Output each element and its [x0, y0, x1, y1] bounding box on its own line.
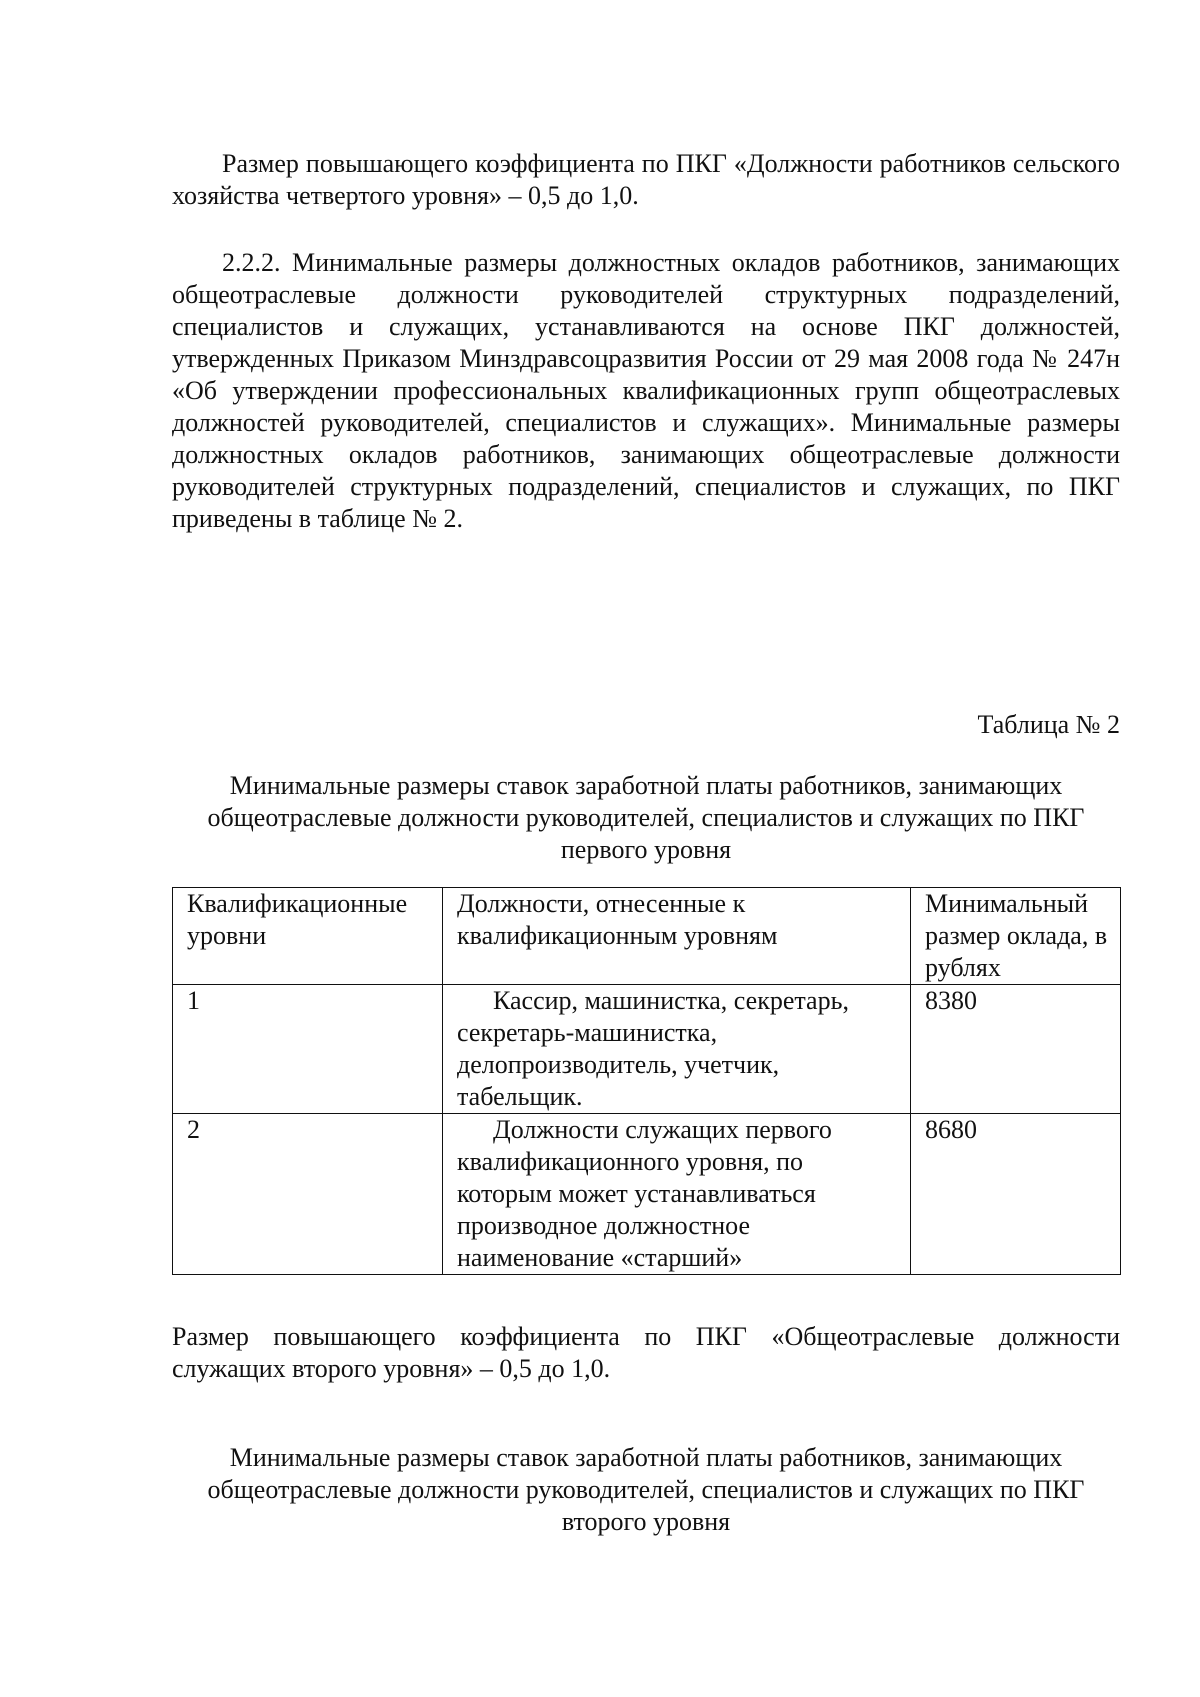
- salary-table: [172, 887, 1121, 1275]
- table-row: [173, 1114, 1121, 1275]
- coefficient-paragraph-agriculture: Размер повышающего коэффициента по ПКГ «Должности работников сельского хозяйства четвертого уровня» – 0,5 до 1,0.: [172, 149, 1120, 210]
- cell-positions: Кассир, машинистка, секретарь, секретарь-машинистка, делопроизводитель, учетчик, табельщик.: [443, 985, 911, 1114]
- header-qualification-levels: Квалификационные уровни: [173, 888, 443, 985]
- section-2-2-2-paragraph: 2.2.2. Минимальные размеры должностных окладов работников, занимающих общеотраслевые должности руководителей структурных подразделений, специалистов и служащих, устанавливаются на основе ПКГ должностей, утвержденных Приказом Минздравсоцразвития России от 29 мая 2008 года № 247н «Об утверждении профессиональных квалификационных групп общеотраслевых должностей руководителей, специалистов и служащих». Минимальные размеры должностных окладов работников, занимающих общеотраслевые должности руководителей структурных подразделений, специалистов и служащих, по ПКГ приведены в таблице № 2.: [172, 248, 1120, 533]
- cell-level: 1: [173, 985, 443, 1114]
- cell-level: 2: [173, 1114, 443, 1275]
- table-number-label: Таблица № 2: [977, 710, 1120, 739]
- cell-salary: 8380: [911, 985, 1121, 1114]
- header-positions: Должности, отнесенные к квалификационным уровням: [443, 888, 911, 985]
- table-header-row: [173, 888, 1121, 985]
- coefficient-paragraph-second-level: Размер повышающего коэффициента по ПКГ «Общеотраслевые должности служащих второго уровня» – 0,5 до 1,0.: [172, 1322, 1120, 1383]
- cell-salary: 8680: [911, 1114, 1121, 1275]
- table-caption-second-level: Минимальные размеры ставок заработной платы работников, занимающих общеотраслевые должности руководителей, специалистов и служащих по ПКГ второго уровня: [207, 1443, 1085, 1536]
- table-caption-first-level: Минимальные размеры ставок заработной платы работников, занимающих общеотраслевые должности руководителей, специалистов и служащих по ПКГ первого уровня: [207, 771, 1085, 864]
- table-row: [173, 985, 1121, 1114]
- cell-positions: Должности служащих первого квалификационного уровня, по которым может устанавливаться производное должностное наименование «старший»: [443, 1114, 911, 1275]
- header-min-salary: Минимальный размер оклада, в рублях: [911, 888, 1121, 985]
